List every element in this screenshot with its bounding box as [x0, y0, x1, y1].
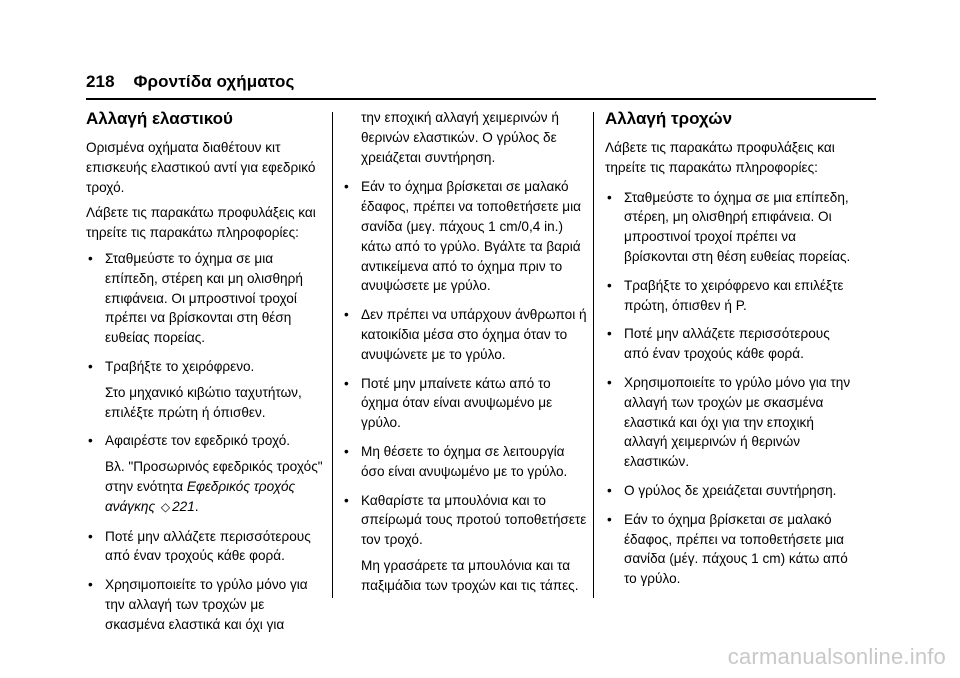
page-reference-number[interactable]: 221	[172, 498, 195, 514]
section-title: Φροντίδα οχήματος	[133, 72, 295, 91]
column-right	[605, 108, 857, 598]
page-number: 218	[86, 72, 115, 91]
bullet-icon: •	[88, 358, 93, 374]
wheel-change-list	[605, 188, 857, 589]
page-reference-icon: ◇	[160, 499, 171, 514]
list-item: • Ποτέ μην αλλάζετε περισσότερους από έναν τροχούς κάθε φορά.	[607, 326, 830, 362]
cross-reference: Βλ. "Προσωρινός εφεδρικός τροχός" στην ενότητα Εφεδρικός τροχός ανάγκης ◇ 221.	[105, 459, 323, 514]
bullet-icon: •	[88, 433, 93, 449]
column-divider-left	[332, 112, 333, 598]
bullet-icon: •	[607, 189, 612, 205]
watermark: carmanualsonline.info	[727, 644, 946, 669]
bullet-icon: •	[88, 250, 93, 266]
precautions-list-continued	[342, 177, 590, 595]
bullet-icon: •	[344, 179, 349, 195]
bullet-icon: •	[88, 528, 93, 544]
list-item: • Χρησιμοποιείτε το γρύλο μόνο για την αλλαγή των τροχών με σκασμένα ελαστικά και όχι για	[88, 577, 308, 632]
bullet-icon: •	[607, 277, 612, 293]
bullet-icon: •	[88, 577, 93, 593]
list-item: • Εάν το όχημα βρίσκεται σε μαλακό έδαφος, πρέπει να τοποθετήσετε μια σανίδα (μέγ. πάχους 1 cm) κάτω από το γρύλο.	[607, 511, 848, 587]
bullet-icon: •	[607, 482, 612, 498]
intro-paragraph: Λάβετε τις παρακάτω προφυλάξεις και τηρείτε τις παρακάτω πληροφορίες:	[605, 140, 835, 175]
precautions-paragraph: Λάβετε τις παρακάτω προφυλάξεις και τηρείτε τις παρακάτω πληροφορίες:	[86, 205, 316, 241]
list-item: • Μη θέσετε το όχημα σε λειτουργία όσο είναι ανυψωμένο με το γρύλο.	[344, 443, 568, 479]
list-item: • Εάν το όχημα βρίσκεται σε μαλακό έδαφος, πρέπει να τοποθετήσετε μια σανίδα (μεγ. πάχους 1 cm/0,4 in.) κάτω από το γρύλο. Βγάλτε τα βαριά αντικείμενα από το όχημα πριν το ανυψώσετε με γρύλο.	[344, 179, 582, 294]
list-item: • Ο γρύλος δε χρειάζεται συντήρηση.	[605, 481, 857, 501]
spare-wheel-link[interactable]: Εφεδρικός τροχός ανάγκης	[105, 478, 296, 514]
heading-tyre-change: Αλλαγή ελαστικού	[86, 109, 233, 128]
page-header	[86, 72, 294, 92]
column-middle	[342, 108, 590, 605]
list-item: • Αφαιρέστε τον εφεδρικό τροχό. Βλ. "Προσωρινός εφεδρικός τροχός" στην ενότητα Εφεδρικός τροχός ανάγκης ◇ 221.	[86, 431, 326, 517]
bullet-icon: •	[344, 443, 349, 459]
column-divider-right	[593, 112, 594, 598]
list-item: • Ποτέ μην αλλάζετε περισσότερους από έναν τροχούς κάθε φορά.	[88, 528, 311, 564]
bullet-icon: •	[344, 375, 349, 391]
list-item: • Ποτέ μην μπαίνετε κάτω από το όχημα όταν είναι ανυψωμένο με γρύλο.	[344, 375, 553, 431]
continued-text: την εποχική αλλαγή χειμερινών ή θερινών ελαστικών. Ο γρύλος δε χρειάζεται συντήρηση.	[361, 110, 559, 165]
list-item: • Καθαρίστε τα μπουλόνια και το σπείρωμά τους προτού τοποθετήσετε τον τροχό. Μη γρασάρετε τα μπουλόνια και τα παξιμάδια των τροχών και τις τάπες.	[344, 492, 587, 593]
bullet-icon: •	[607, 511, 612, 527]
header-divider	[86, 98, 876, 100]
bullet-icon: •	[607, 374, 612, 390]
column-left	[86, 108, 326, 644]
bullet-icon: •	[344, 307, 349, 323]
bullet-icon: •	[607, 326, 612, 342]
list-item: • Τραβήξτε το χειρόφρενο. Στο μηχανικό κιβώτιο ταχυτήτων, επιλέξτε πρώτη ή όπισθεν.	[88, 358, 302, 420]
list-item: • Δεν πρέπει να υπάρχουν άνθρωποι ή κατοικίδια μέσα στο όχημα όταν το ανυψώνετε με το γρύλο.	[344, 307, 587, 362]
list-item: • Χρησιμοποιείτε το γρύλο μόνο για την αλλαγή των τροχών με σκασμένα ελαστικά και όχι για την εποχική αλλαγή χειμερινών ή θερινών ελαστικών.	[607, 374, 851, 470]
list-item: • Σταθμεύστε το όχημα σε μια επίπεδη, στέρεη, μη ολισθηρή επιφάνεια. Οι μπροστινοί τροχοί πρέπει να βρίσκονται στη θέση ευθείας πορείας.	[607, 189, 851, 264]
precautions-list	[86, 249, 326, 635]
list-item: • Σταθμεύστε το όχημα σε μια επίπεδη, στέρεη και μη ολισθηρή επιφάνεια. Οι μπροστινοί τροχοί πρέπει να βρίσκονται στη θέση ευθείας πορείας.	[88, 250, 303, 346]
bullet-icon: •	[344, 492, 349, 508]
list-item: • Τραβήξτε το χειρόφρενο και επιλέξτε πρώτη, όπισθεν ή P.	[607, 277, 844, 313]
heading-wheel-change: Αλλαγή τροχών	[605, 109, 733, 128]
intro-paragraph: Ορισμένα οχήματα διαθέτουν κιτ επισκευής ελαστικού αντί για εφεδρικό τροχό.	[86, 140, 316, 195]
